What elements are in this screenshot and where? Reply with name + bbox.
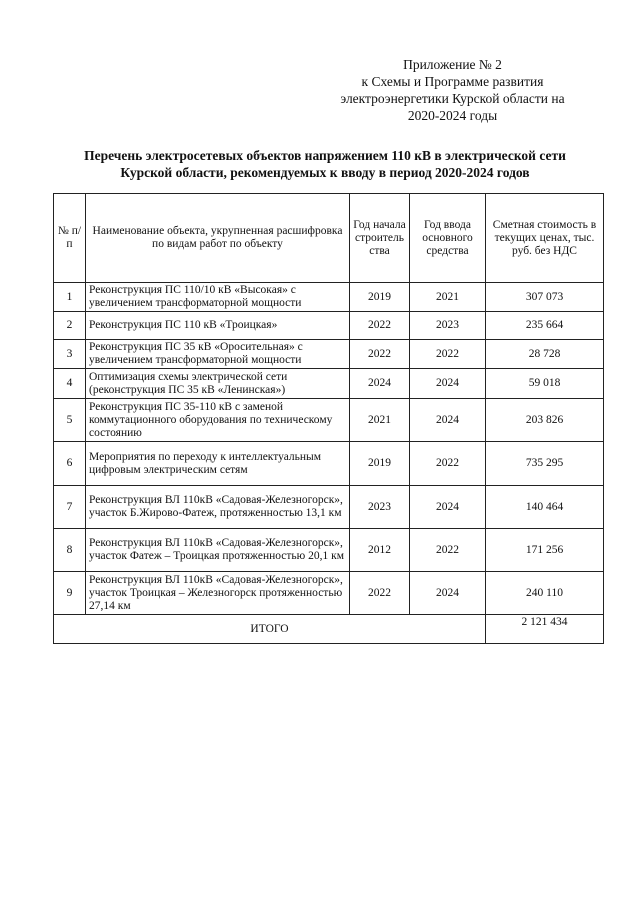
row-commission-year: 2024 [410,369,486,399]
header-start-year: Год начала строитель ства [350,194,410,283]
row-commission-year: 2024 [410,486,486,529]
row-name: Реконструкция ПС 110/10 кВ «Высокая» с увеличением трансформаторной мощности [86,283,350,312]
row-name: Реконструкция ВЛ 110кВ «Садовая-Железногорск», участок Троицкая – Железногорск протяженностью 27,14 км [86,572,350,615]
row-cost: 307 073 [486,283,604,312]
total-row [54,615,604,644]
row-cost: 240 110 [486,572,604,615]
appendix-line-4: 2020-2024 годы [407,108,498,123]
row-num: 9 [54,572,86,615]
table-row [54,369,604,399]
table-row [54,442,604,486]
row-cost: 28 728 [486,340,604,369]
row-cost: 203 826 [486,399,604,442]
row-start-year: 2024 [350,369,410,399]
row-commission-year: 2021 [410,283,486,312]
row-start-year: 2022 [350,572,410,615]
row-commission-year: 2024 [410,399,486,442]
objects-table [53,193,604,644]
row-start-year: 2012 [350,529,410,572]
row-cost: 735 295 [486,442,604,486]
row-num: 1 [54,283,86,312]
row-num: 5 [54,399,86,442]
table-row [54,572,604,615]
row-name: Реконструкция ВЛ 110кВ «Садовая-Железногорск», участок Б.Жирово-Фатеж, протяженностью 13,1 км [86,486,350,529]
title-line-1: Перечень электросетевых объектов напряжением 110 кВ в электрической сети [84,148,566,163]
row-num: 8 [54,529,86,572]
row-name: Реконструкция ПС 35 кВ «Оросительная» с увеличением трансформаторной мощности [86,340,350,369]
table-row [54,340,604,369]
appendix-line-1: Приложение № 2 [403,57,502,72]
row-name: Реконструкция ПС 35-110 кВ с заменой коммутационного оборудования по техническому состоянию [86,399,350,442]
row-start-year: 2022 [350,312,410,340]
row-cost: 235 664 [486,312,604,340]
row-name: Мероприятия по переходу к интеллектуальным цифровым электрическим сетям [86,442,350,486]
row-commission-year: 2022 [410,340,486,369]
row-name: Реконструкция ПС 110 кВ «Троицкая» [86,312,350,340]
title-line-2: Курской области, рекомендуемых к вводу в период 2020-2024 годов [120,165,530,180]
table-row [54,399,604,442]
row-name: Реконструкция ВЛ 110кВ «Садовая-Железногорск», участок Фатеж – Троицкая протяженностью 20,1 км [86,529,350,572]
total-value: 2 121 434 [486,615,604,644]
row-commission-year: 2023 [410,312,486,340]
header-cost: Сметная стоимость в текущих ценах, тыс. руб. без НДС [486,194,604,283]
row-name: Оптимизация схемы электрической сети (реконструкция ПС 35 кВ «Ленинская») [86,369,350,399]
row-commission-year: 2022 [410,442,486,486]
row-num: 6 [54,442,86,486]
document-title [30,147,620,181]
row-cost: 171 256 [486,529,604,572]
row-commission-year: 2024 [410,572,486,615]
row-num: 2 [54,312,86,340]
header-num: № п/п [54,194,86,283]
appendix-line-3: электроэнергетики Курской области на [340,91,565,106]
row-commission-year: 2022 [410,529,486,572]
row-start-year: 2019 [350,283,410,312]
table-row [54,283,604,312]
table-header-row [54,194,604,283]
row-num: 4 [54,369,86,399]
header-commission-year: Год ввода основного средства [410,194,486,283]
row-start-year: 2023 [350,486,410,529]
total-label: ИТОГО [54,615,486,644]
table-row [54,529,604,572]
row-start-year: 2022 [350,340,410,369]
row-num: 3 [54,340,86,369]
table-row [54,486,604,529]
row-start-year: 2019 [350,442,410,486]
row-start-year: 2021 [350,399,410,442]
header-name: Наименование объекта, укрупненная расшифровка по видам работ по объекту [86,194,350,283]
appendix-line-2: к Схемы и Программе развития [361,74,544,89]
row-cost: 140 464 [486,486,604,529]
appendix-header [300,56,605,124]
table-row [54,312,604,340]
row-cost: 59 018 [486,369,604,399]
row-num: 7 [54,486,86,529]
